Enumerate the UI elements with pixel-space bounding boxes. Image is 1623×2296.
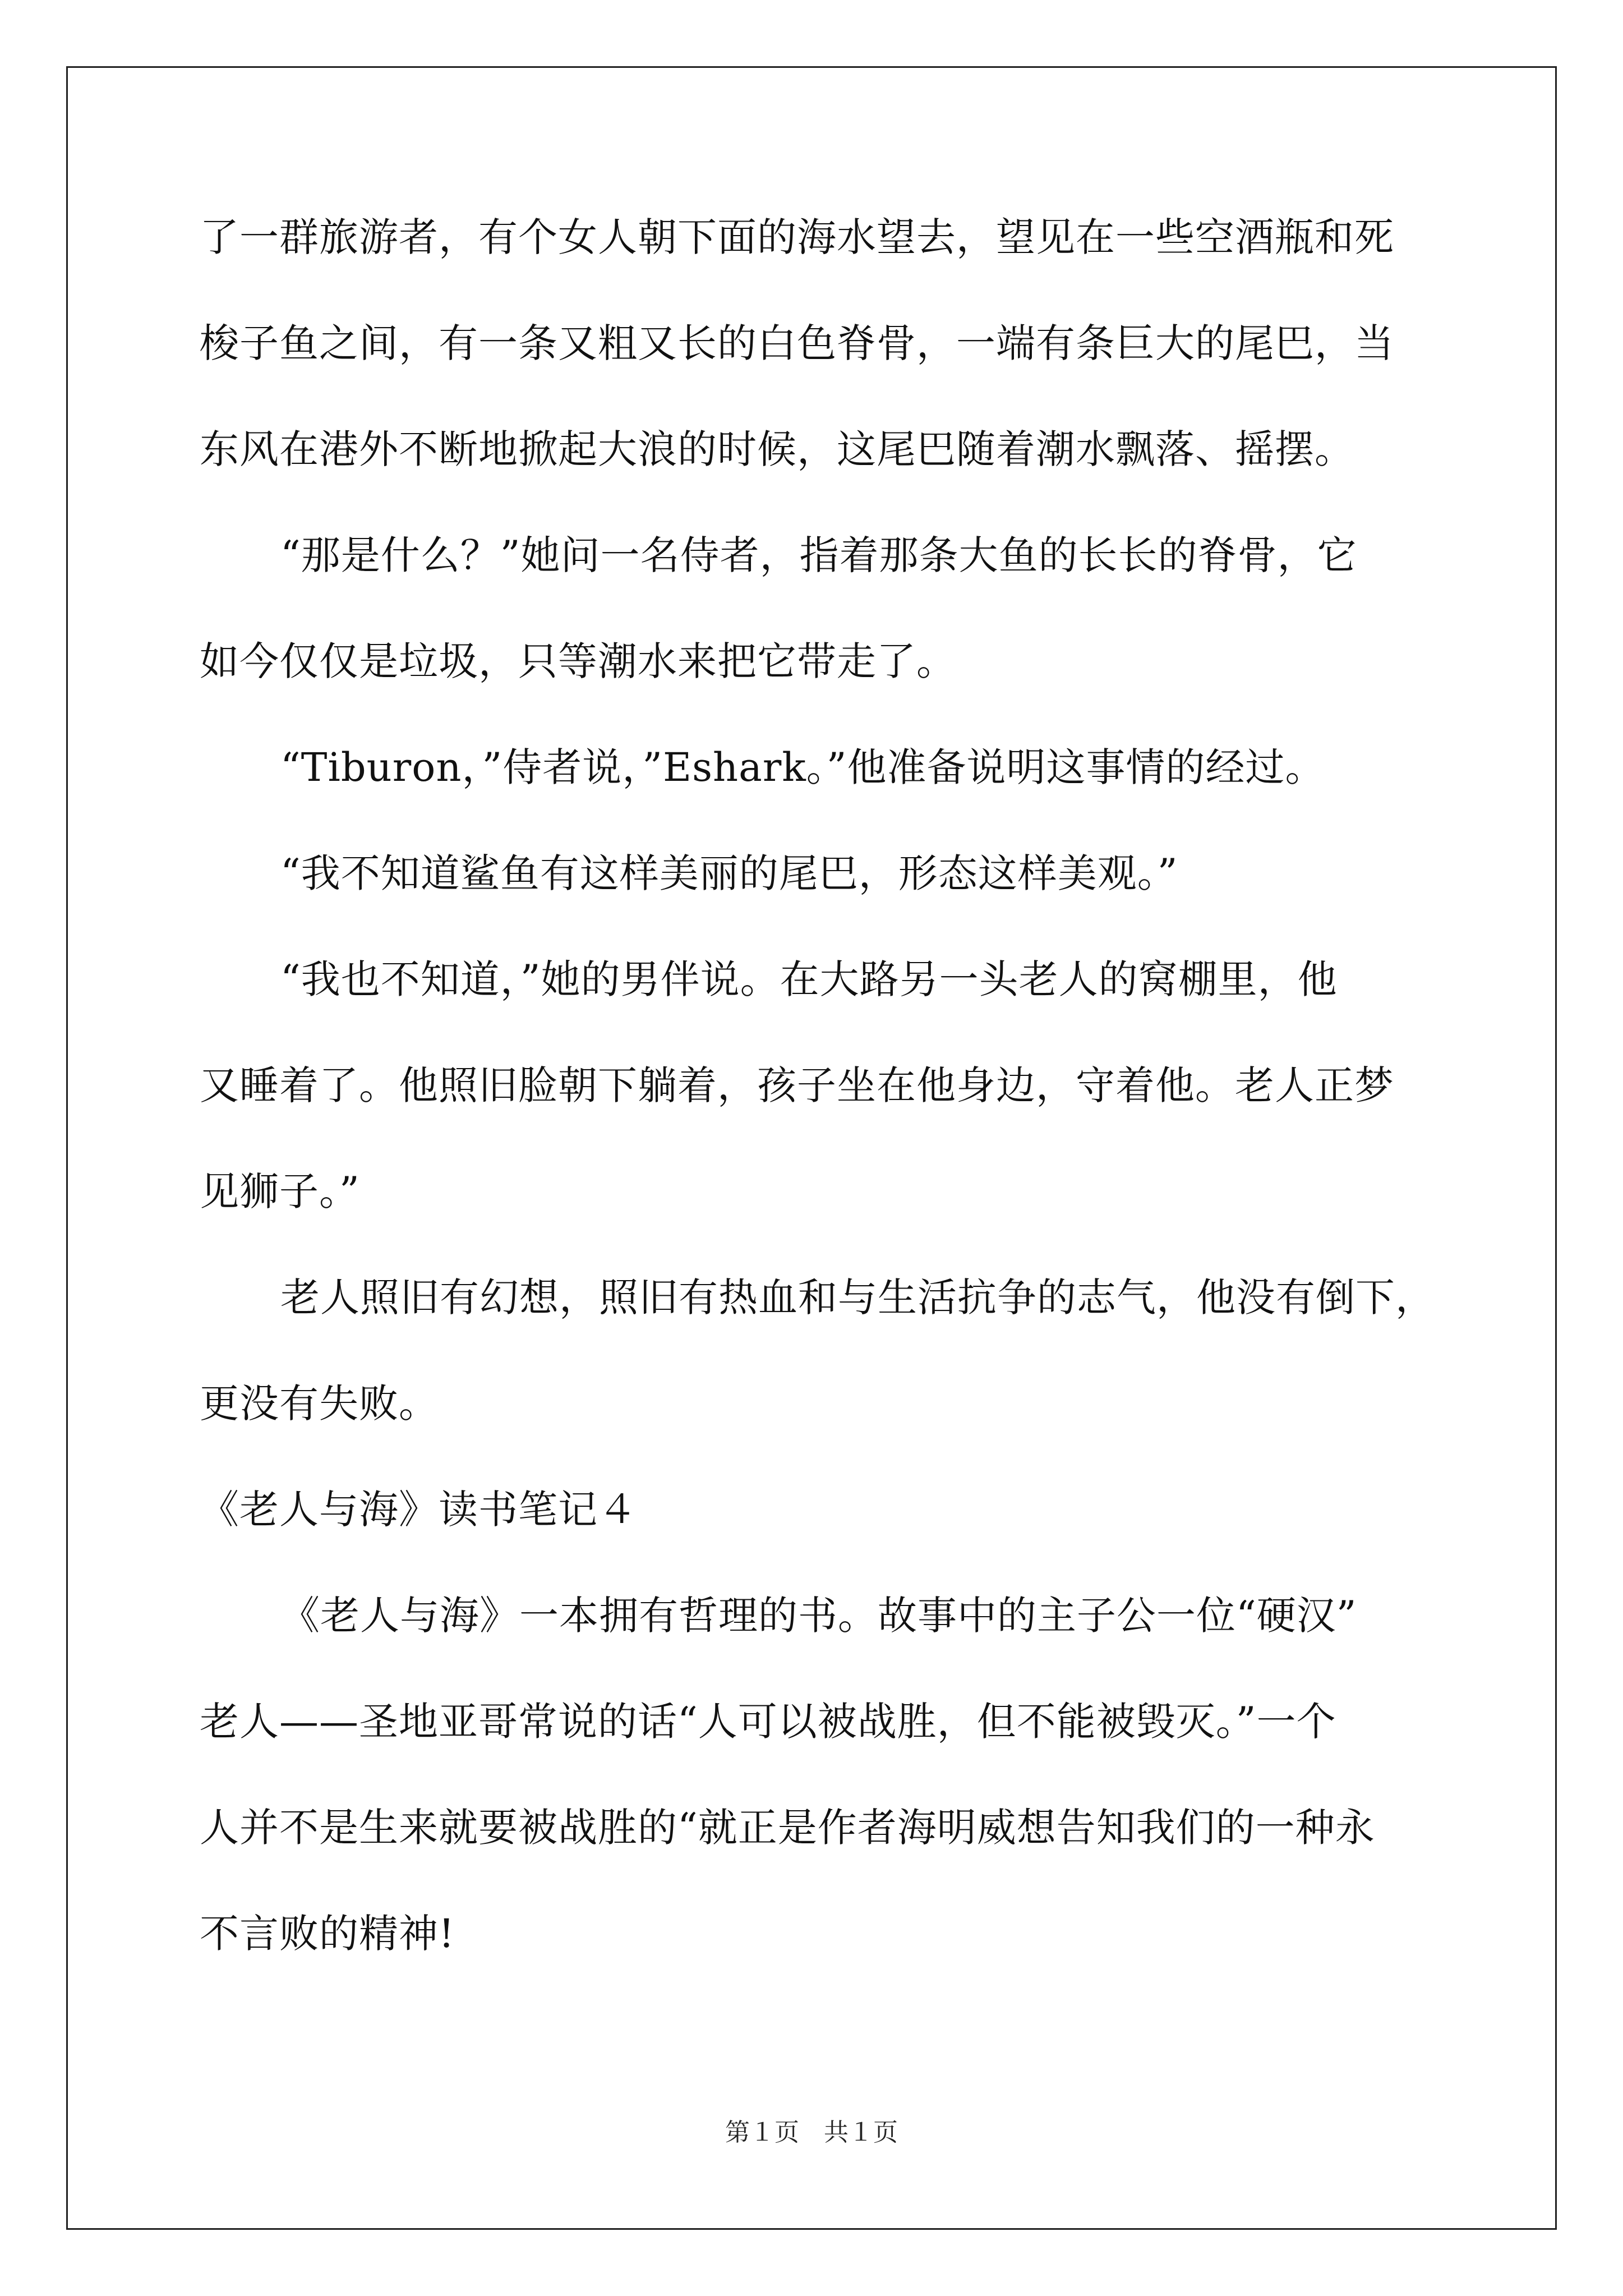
paragraph-line: “那是什么？”她问一名侍者，指着那条大鱼的长长的脊骨，它: [280, 532, 1357, 578]
page-footer: 第１页 共１页: [725, 2118, 898, 2147]
paragraph-line: 不言败的精神!: [200, 1911, 455, 1957]
page-border: [66, 66, 1557, 2230]
paragraph-line: “我也不知道，”她的男伴说。在大路另一头老人的窝棚里，他: [280, 956, 1338, 1002]
paragraph-line: 东风在港外不断地掀起大浪的时候，这尾巴随着潮水飘落、摇摆。: [200, 426, 1354, 472]
paragraph-line: 梭子鱼之间，有一条又粗又长的白色脊骨，一端有条巨大的尾巴，当: [200, 320, 1394, 366]
paragraph-line: 更没有失败。: [200, 1381, 439, 1427]
paragraph-line: “我不知道鲨鱼有这样美丽的尾巴，形态这样美观。”: [280, 850, 1178, 896]
paragraph-line: “Tiburon，”侍者说，”Eshark。”他准备说明这事情的经过。: [280, 744, 1325, 790]
paragraph-line: 老人——圣地亚哥常说的话“人可以被战胜，但不能被毁灭。”一个: [200, 1699, 1336, 1745]
paragraph-line: 了一群旅游者，有个女人朝下面的海水望去，望见在一些空酒瓶和死: [200, 214, 1394, 260]
section-heading: 《老人与海》读书笔记４: [200, 1487, 638, 1533]
paragraph-line: 人并不是生来就要被战胜的“就正是作者海明威想告知我们的一种永: [200, 1805, 1375, 1851]
paragraph-line: 《老人与海》一本拥有哲理的书。故事中的主子公一位“硬汉”: [280, 1593, 1357, 1639]
paragraph-line: 老人照旧有幻想，照旧有热血和与生活抗争的志气，他没有倒下，: [280, 1274, 1435, 1320]
paragraph-line: 见狮子。”: [200, 1168, 360, 1214]
paragraph-line: 又睡着了。他照旧脸朝下躺着，孩子坐在他身边，守着他。老人正梦: [200, 1062, 1394, 1108]
paragraph-line: 如今仅仅是垃圾，只等潮水来把它带走了。: [200, 638, 956, 684]
